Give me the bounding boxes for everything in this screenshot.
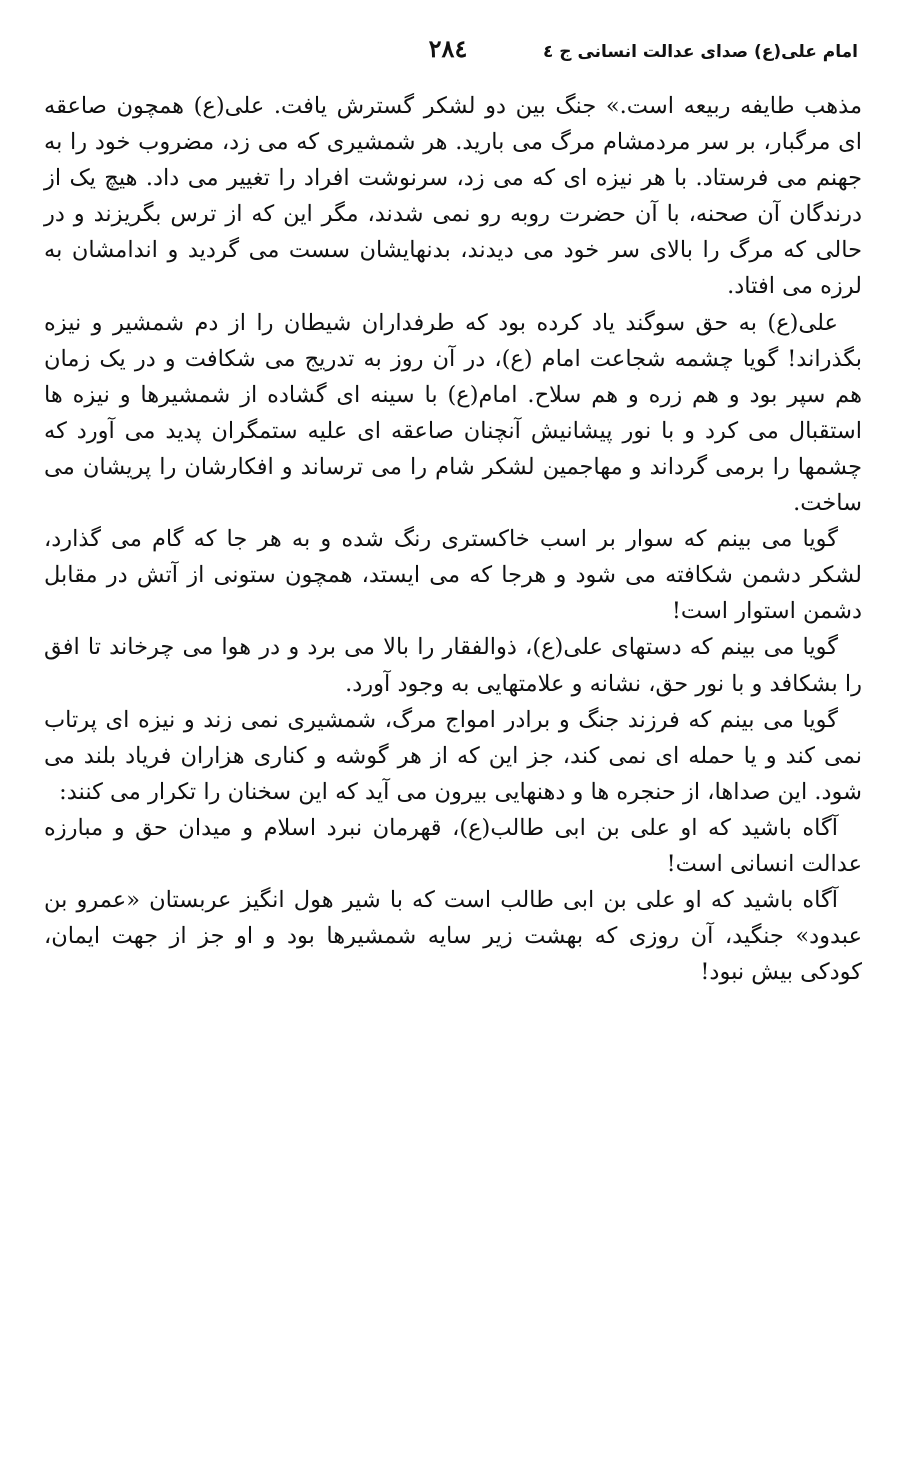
paragraph: آگاه باشید که او علی بن ابی طالب است که با شیر هول انگیز عربستان «عمرو بن عبدود» جنگید، آن روزی که بهشت زیر سایه شمشیرها بود و او جز از جهت ایمان، کودکی بیش نبود! — [44, 887, 862, 986]
paragraph: گویا می بینم که دستهای علی(ع)، ذوالفقار را بالا می برد و در هوا می چرخاند تا افق را بشکافد و با نور حق، نشانه و علامتهایی به وجود آورد. — [44, 634, 862, 697]
paragraph: علی(ع) به حق سوگند یاد کرده بود که طرفداران شیطان را از دم شمشیر و نیزه بگذراند! گویا چشمه شجاعت امام (ع)، در آن روز به تدریج می شکافت و در یک زمان هم سپر بود و هم زره و هم سلاح. امام(ع) با سینه ای گشاده از شمشیرها و نیزه ها استقبال می کرد و با نور پیشانیش آنچنان صاعقه ای علیه ستمگران پدید می آورد که چشمها را برمی گرداند و مهاجمین لشکر شام را می ترساند و افکارشان را پریشان می ساخت. — [44, 309, 862, 517]
paragraph: گویا می بینم که سوار بر اسب خاکستری رنگ شده و به هر جا که گام می گذارد، لشکر دشمن شکافته می شود و هرجا که می ایستد، همچون ستونی از آتش در مقابل دشمن استوار است! — [44, 526, 862, 625]
paragraph: گویا می بینم که فرزند جنگ و برادر امواج مرگ، شمشیری نمی زند و نیزه ای پرتاب نمی کند و یا حمله ای نمی کند، جز این که از هر گوشه و کناری هزاران فریاد بلند می شود. این صداها، از حنجره ها و دهنهایی بیرون می آید که این سخنان را تکرار می کنند: — [44, 706, 862, 805]
paragraph: مذهب طایفه ربیعه است.» جنگ بین دو لشکر گسترش یافت. علی(ع) همچون صاعقه ای مرگبار، بر سر مردمشام مرگ می بارید. هر شمشیری که می زد، مضروب خود را به جهنم می فرستاد. با هر نیزه ای که می زد، سرنوشت افراد را تغییر می داد. هیچ یک از درندگان آن صحنه، با آن حضرت روبه رو نمی شدند، مگر این که از ترس بگریزند و در حالی که مرگ را بالای سر خود می دیدند، بدنهایشان سست می گردید و اندامشان به لرزه می افتاد. — [44, 93, 862, 300]
running-title: امام علی(ع) صدای عدالت انسانی ج ٤ — [542, 42, 858, 62]
page-number: ٢٨٤ — [428, 34, 468, 63]
paragraph: آگاه باشید که او علی بن ابی طالب(ع)، قهرمان نبرد اسلام و میدان حق و مبارزه عدالت انسانی است! — [44, 814, 862, 877]
body-text — [44, 88, 862, 990]
page-header — [38, 34, 858, 74]
